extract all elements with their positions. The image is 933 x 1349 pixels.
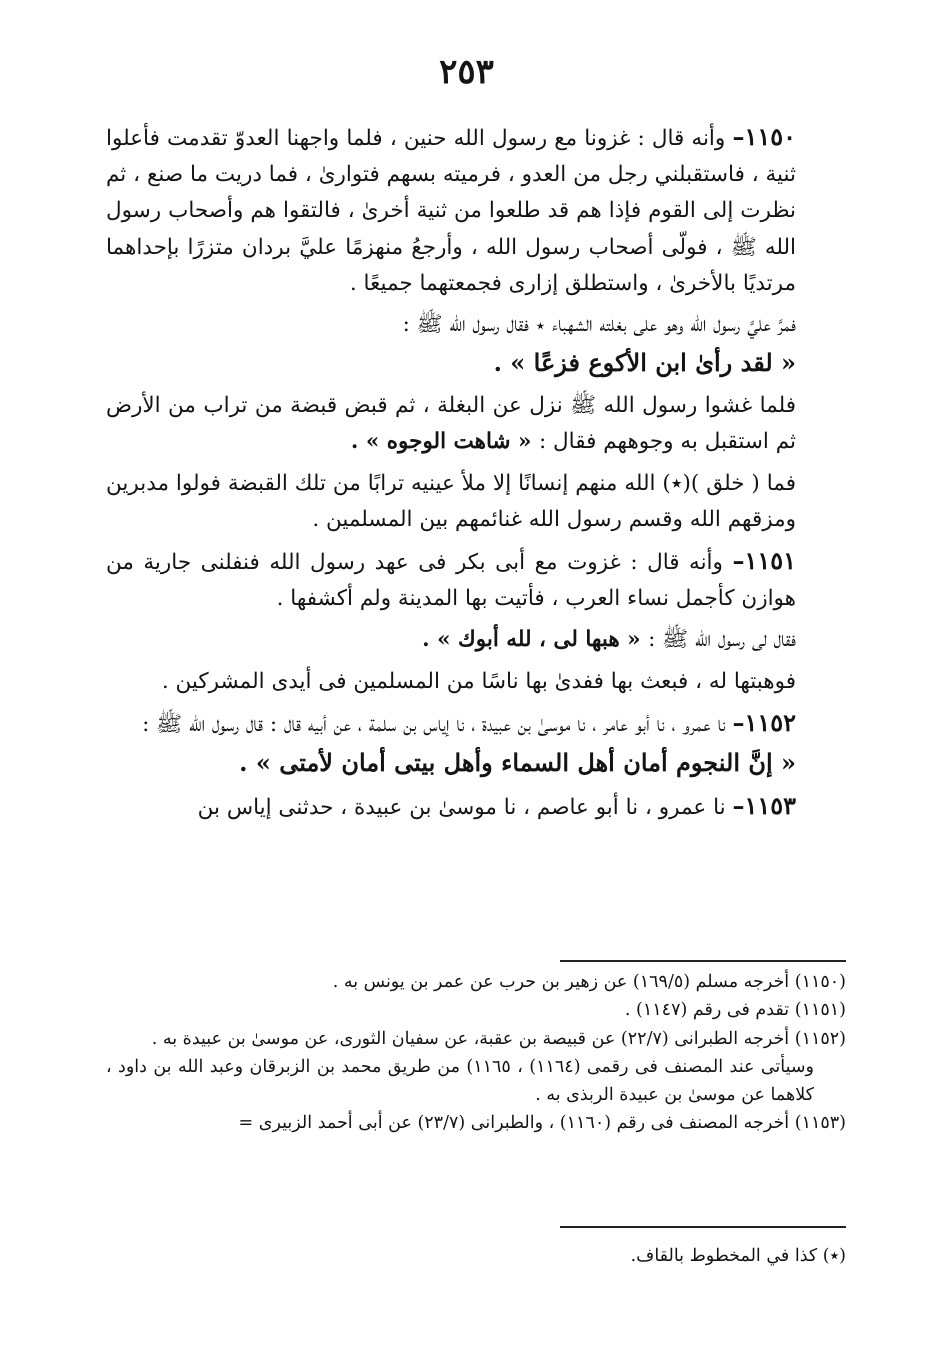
text-paragraph (106, 388, 846, 460)
hadith-paragraph (106, 119, 846, 302)
footnote-rule-lower (560, 1226, 846, 1228)
hadith-text: وأنه قال : غزونا مع رسول الله حنين ، فلما واجهنا العدوّ تقدمت فأعلوا ثنية ، فاستقبلني رجل من العدو ، فرميته بسهم فتوارىٰ ، فما دريت ما صنع ، ثم نظرت إلى القوم فإذا هم قد طلعوا من ثنية أخرىٰ ، فالتقوا هم وأصحاب رسول الله ﷺ ، فولّى أصحاب رسول الله ، وأرجعُ منهزمًا عليَّ بردان متزرًا بإحداهما مرتديًا بالأخرىٰ ، واستطلق إزارى فجمعتهما جميعًا . (106, 126, 796, 296)
reference-note: وسيأتى عند المصنف فى رقمى (١١٦٤) ، ١١٦٥) من طريق محمد بن الزبرقان وعبد الله بن داود ، كلاهما عن موسىٰ بن عبيدة الربذى به . (106, 1056, 815, 1106)
reference-note: (١١٥٢) أخرجه الطبرانى (٢٢/٧) عن قبيصة بن عقبة، عن سفيان الثورى، عن موسىٰ بن عبيدة به . (151, 1028, 846, 1049)
hadith-text: نا عمرو ، نا أبو عاصم ، نا موسىٰ بن عبيدة ، حدثنى إياس بن (197, 795, 733, 821)
main-text (106, 114, 846, 826)
notes-section (106, 968, 846, 1138)
prophet-saying: « هبها لى ، لله أبوك » . (422, 627, 649, 653)
reference-note: (١١٥٠) أخرجه مسلم (١٦٩/٥) عن زهير بن حرب عن عمر بن يونس به . (332, 972, 846, 992)
paragraph-text: فوهبتها له ، فبعث بها ففدىٰ بها ناسًا من المسلمين فى أيدى المشركين . (161, 668, 796, 694)
prophet-saying: « شاهت الوجوه » . (350, 429, 539, 455)
footnote-rule (560, 960, 846, 962)
text-paragraph (106, 622, 846, 658)
hadith-number: ١١٥١– (732, 546, 796, 576)
text-paragraph (106, 664, 846, 700)
paragraph-text: فلما غشوا رسول الله ﷺ نزل عن البغلة ، ثم قبض قبضة من تراب من الأرض ثم استقبل به وجوههم فقال : (106, 393, 796, 455)
reference-note: (١١٥٣) أخرجه المصنف فى رقم (١١٦٠) ، والطبرانى (٢٣/٧) عن أبى أحمد الزبيرى = (238, 1113, 846, 1134)
hadith-number: ١١٥٠– (732, 122, 796, 151)
footnote: (٭) كذا في المخطوط بالقاف. (630, 1246, 846, 1266)
paragraph-text: فما ( خلق )(٭) الله منهم إنسانًا إلا ملأ عينيه ترابًا من تلك القبضة فولوا مدبرين ومزقهم الله وقسم رسول الله غنائمهم بين المسلمين . (106, 470, 796, 532)
page-number: ٢٥٣ (439, 52, 494, 92)
hadith-text: وأنه قال : غزوت مع أبى بكر فى عهد رسول الله فنفلنى جارية من هوازن كأجمل نساء العرب ، فأتيت بها المدينة ولم أكشفها . (106, 550, 796, 612)
text-paragraph (106, 307, 846, 343)
hadith-quote: « لقد رأىٰ ابن الأكوع فزعًا » . (493, 348, 796, 378)
text-paragraph (106, 466, 846, 538)
hadith-paragraph (106, 705, 846, 743)
hadith-number: ١١٥٣– (732, 791, 796, 821)
reference-note: (١١٥١) تقدم فى رقم (١١٤٧) . (624, 1000, 846, 1021)
hadith-paragraph (106, 543, 846, 617)
hadith-text: نا عمرو ، نا أبو عامر ، نا موسىٰ بن عبيدة ، نا إياس بن سلمة ، عن أبيه قال : قال رسول الله ﷺ : (142, 711, 733, 737)
paragraph-text: فمرَّ عليَّ رسول الله وهو على بغلته الشهباء ٭ فقال رسول الله ﷺ : (402, 312, 796, 338)
paragraph-text: فقال لى رسول الله ﷺ : (648, 627, 796, 653)
hadith-number: ١١٥٢– (732, 707, 796, 737)
hadith-paragraph (106, 788, 846, 826)
hadith-quote: « إنَّ النجوم أمان أهل السماء وأهل بيتى أمان لأمتى » . (239, 748, 796, 778)
